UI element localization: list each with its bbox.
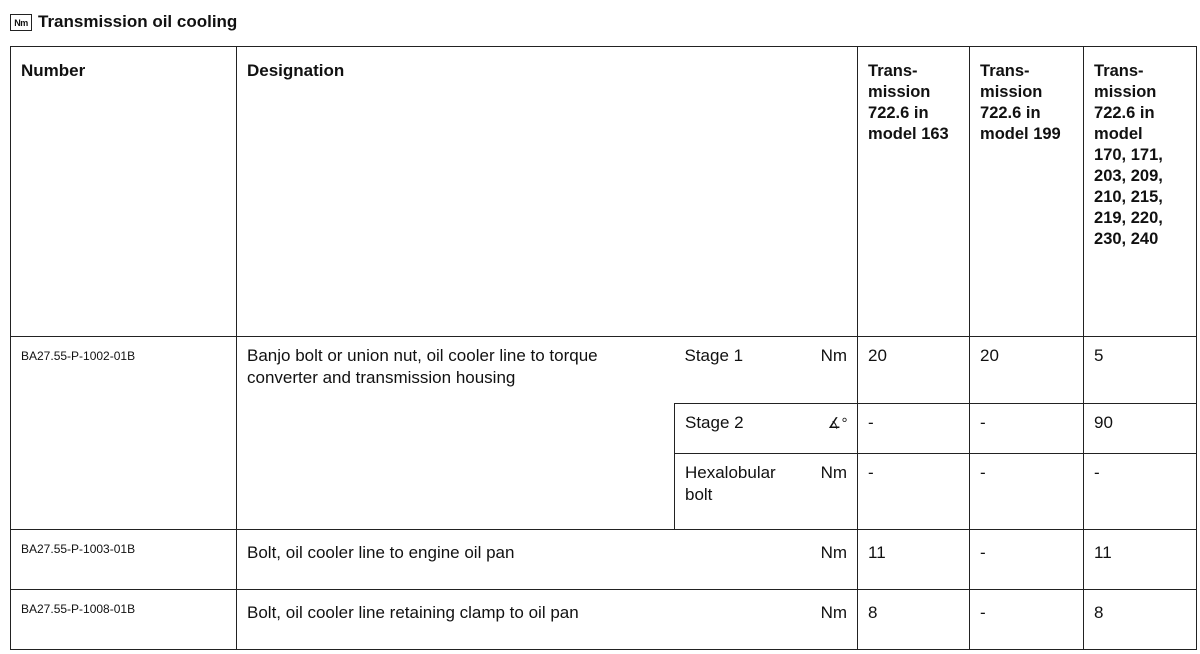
torque-nm-icon: Nm (10, 14, 32, 31)
part-designation: Bolt, oil cooler line retaining clamp to oil pan (237, 590, 805, 650)
value-model-199: 20 (970, 337, 1084, 404)
page-title: Transmission oil cooling (38, 12, 238, 31)
value-model-163: - (858, 404, 970, 454)
value-model-199: - (970, 454, 1084, 530)
header-model-other: Trans- mission 722.6 in model 170, 171, 203, 209, 210, 215, 219, 220, 230, 240 (1084, 47, 1197, 337)
value-model-other: 90 (1084, 404, 1197, 454)
stage-label: Stage 2 (675, 404, 805, 454)
value-model-199: - (970, 404, 1084, 454)
header-model-199: Trans- mission 722.6 in model 199 (970, 47, 1084, 337)
value-model-other: 8 (1084, 590, 1197, 650)
table-header-row (11, 47, 1197, 337)
value-model-other: - (1084, 454, 1197, 530)
header-designation: Designation (237, 47, 858, 337)
unit-label: Nm (805, 454, 858, 530)
header-model-163: Trans- mission 722.6 in model 163 (858, 47, 970, 337)
part-number: BA27.55-P-1008-01B (11, 590, 237, 650)
part-designation: Banjo bolt or union nut, oil cooler line to torque converter and transmission housing (237, 337, 675, 530)
table-row (11, 590, 1197, 650)
value-model-other: 11 (1084, 530, 1197, 590)
stage-label: Hexalobular bolt (675, 454, 805, 530)
unit-label: Nm (805, 337, 858, 404)
value-model-199: - (970, 590, 1084, 650)
table-row (11, 530, 1197, 590)
part-number: BA27.55-P-1003-01B (11, 530, 237, 590)
part-designation: Bolt, oil cooler line to engine oil pan (237, 530, 805, 590)
value-model-163: 11 (858, 530, 970, 590)
value-model-163: - (858, 454, 970, 530)
stage-label: Stage 1 (675, 337, 805, 404)
unit-label: Nm (805, 530, 858, 590)
unit-label (805, 404, 858, 454)
value-model-163: 8 (858, 590, 970, 650)
header-number: Number (11, 47, 237, 337)
section-title (10, 10, 237, 34)
part-number: BA27.55-P-1002-01B (11, 337, 237, 530)
table-row (11, 337, 1197, 404)
value-model-199: - (970, 530, 1084, 590)
angle-degree-icon: ∡° (827, 415, 848, 432)
torque-spec-table (10, 46, 1197, 650)
value-model-other: 5 (1084, 337, 1197, 404)
unit-label: Nm (805, 590, 858, 650)
value-model-163: 20 (858, 337, 970, 404)
